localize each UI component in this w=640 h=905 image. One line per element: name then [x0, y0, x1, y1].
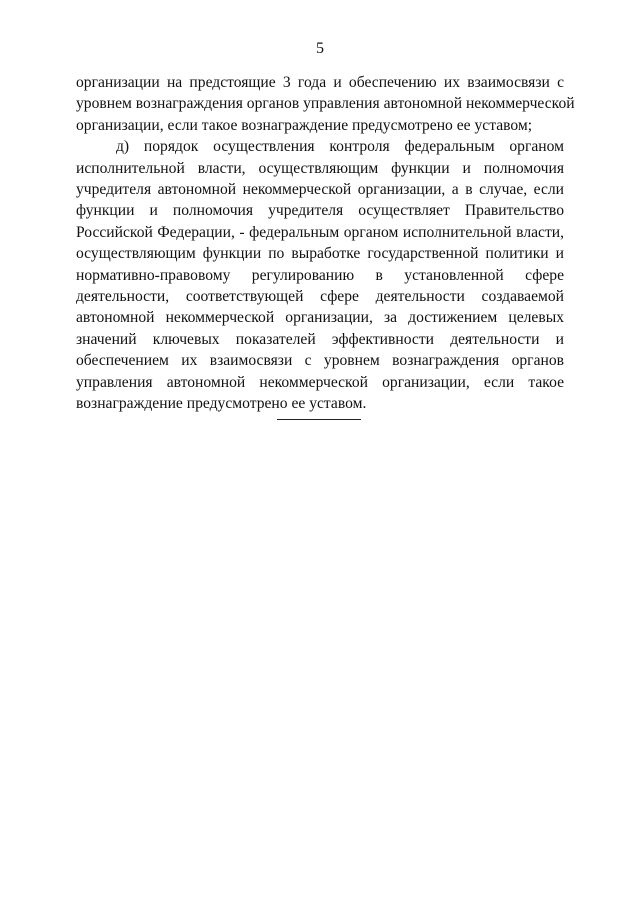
- text-line: значений ключевых показателей эффективности деятельности и: [76, 330, 564, 348]
- text-line: организации, если такое вознаграждение предусмотрено ее уставом;: [76, 116, 533, 134]
- text-line: д) порядок осуществления контроля федеральным органом: [116, 138, 564, 156]
- paragraph-item-d: [76, 136, 564, 414]
- text-line: обеспечением их взаимосвязи с уровнем вознаграждения органов: [76, 352, 564, 370]
- end-separator-line: [277, 419, 361, 420]
- page-number: 5: [316, 40, 324, 57]
- document-body: [76, 72, 575, 415]
- text-line: Российской Федерации, - федеральным органом исполнительной власти,: [76, 223, 564, 241]
- text-line: автономной некоммерческой организации, за достижением целевых: [76, 309, 564, 327]
- text-line: учредителя автономной некоммерческой организации, а в случае, если: [76, 181, 564, 199]
- text-line: нормативно-правовому регулированию в установленной сфере: [76, 266, 564, 284]
- text-line: деятельности, соответствующей сфере деятельности создаваемой: [76, 288, 564, 306]
- text-line: функции и полномочия учредителя осуществляет Правительство: [76, 202, 564, 220]
- text-line: уровнем вознаграждения органов управления автономной некоммерческой: [76, 95, 575, 113]
- text-line: осуществляющим функции по выработке государственной политики и: [76, 245, 564, 263]
- text-line: исполнительной власти, осуществляющим функции и полномочия: [76, 159, 564, 177]
- text-line: вознаграждение предусмотрено ее уставом.: [76, 395, 367, 413]
- paragraph-continuation: [76, 72, 575, 136]
- text-line: организации на предстоящие 3 года и обеспечению их взаимосвязи с: [76, 74, 564, 91]
- text-line: управления автономной некоммерческой организации, если такое: [76, 373, 564, 391]
